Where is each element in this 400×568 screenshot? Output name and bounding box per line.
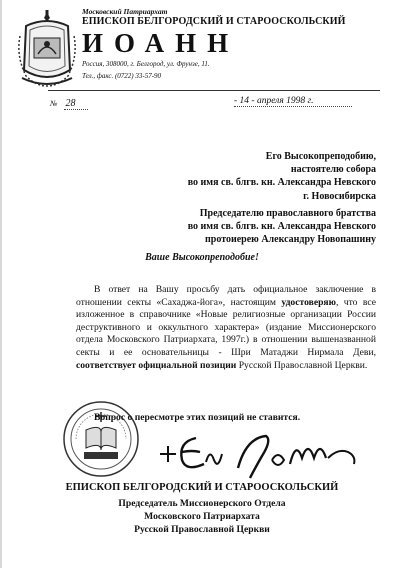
- registration-date: - 14 - апреля 1998 г.: [234, 96, 352, 107]
- letter-body: [76, 284, 376, 372]
- emphasis-certify: удостоверяю: [281, 296, 336, 308]
- phone-line: Тел., факс. (0722) 33-57-90: [82, 71, 162, 80]
- body-paragraph: В ответ на Вашу просьбу дать официальное заключение в отношении секты «Сахаджа-йога», настоящим удостоверяю, что все изложенное в справочнике «Новые религиозные организации России деструктивного и оккультного характера» (издание Миссионерского отдела Московского Патриархата, 1997г.) в отношении вышеназванной секты и ее основательницы - Шри Матаджи Нирмала Деви, соответствует официальной позиции Русской Православной Церкви.: [76, 284, 376, 371]
- signature-title: ЕПИСКОП БЕЛГОРОДСКИЙ И СТАРООСКОЛЬСКИЙ: [65, 482, 339, 493]
- greeting: Ваше Высокопреподобие!: [145, 252, 259, 263]
- addressee-block: [76, 150, 376, 246]
- addressee-line: протоиерею Александру Новопашину: [205, 234, 376, 246]
- signature-subtitle: [2, 497, 400, 536]
- address-line: Россия, 308000, г. Белгород, ул. Фрунзе, 11.: [82, 60, 210, 68]
- addressee-line: во имя св. блгв. кн. Александра Невского: [187, 221, 376, 233]
- diocese-coat-of-arms-icon: [16, 10, 78, 88]
- registration-number: [50, 98, 88, 109]
- addressee-line: настоятелю собора: [290, 164, 376, 176]
- letterhead: [82, 7, 392, 80]
- addressee-line: Председателю православного братства: [199, 207, 376, 219]
- emphasis-official-position: соответствует официальной позиции: [76, 359, 237, 371]
- bishop-title: ЕПИСКОП БЕЛГОРОДСКИЙ И СТАРООСКОЛЬСКИЙ: [82, 16, 346, 27]
- patriarchate-label: Московский Патриархат: [82, 7, 168, 16]
- number-prefix: №: [50, 99, 58, 108]
- signature-line: Председатель Миссионерского Отдела: [118, 498, 286, 509]
- number-value: 28: [64, 98, 88, 110]
- addressee-line: во имя св. блгв. кн. Александра Невского: [187, 177, 376, 189]
- addressee-line: Его Высокопреподобию,: [265, 151, 376, 162]
- signature-line: Русской Православной Церкви: [134, 524, 270, 535]
- bishop-name: ИОАНН: [82, 28, 240, 58]
- letterhead-divider: [48, 90, 380, 91]
- addressee-line: г. Новосибирска: [303, 190, 376, 202]
- closing-statement: Вопрос о пересмотре этих позиций не ставится.: [94, 412, 301, 423]
- handwritten-signature-icon: [152, 420, 362, 482]
- signature-line: Московского Патриархата: [144, 511, 260, 522]
